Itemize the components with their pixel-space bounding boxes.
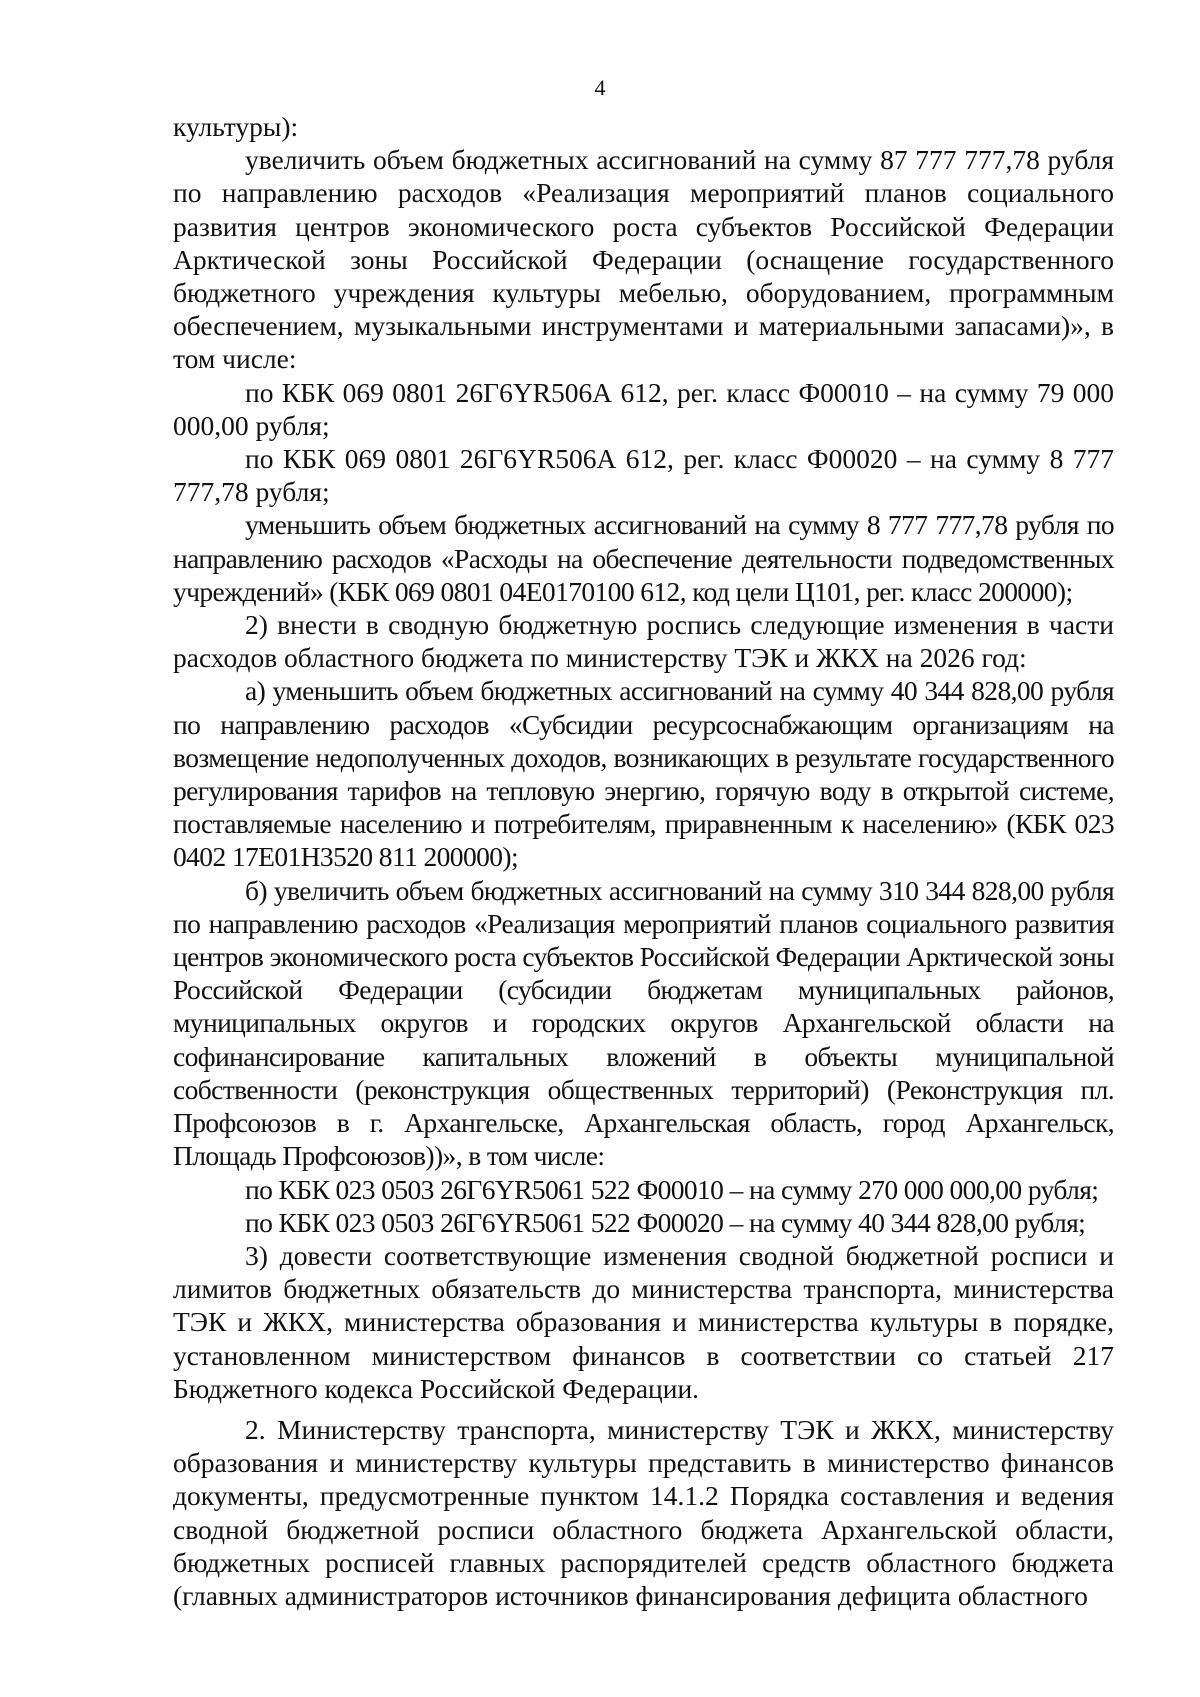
paragraph-section-2: 2. Министерству транспорта, министерству ТЭК и ЖКХ, министерству образования и министерству культуры представить в министерство финансов документы, предусмотренные пунктом 14.1.2 Порядка составления и ведения сводной бюджетной росписи областного бюджета Архангельской области, бюджетных росписей главных распорядителей средств областного бюджета (главных администраторов источников финансирования дефицита областного bbox=[173, 1413, 1114, 1611]
paragraph-decrease-culture: уменьшить объем бюджетных ассигнований на сумму 8 777 777,78 рубля по направлению расходов «Расходы на обеспечение деятельности подведомственных учреждений» (КБК 069 0801 04Е0170100 612, код цели Ц101, рег. класс 200000); bbox=[173, 509, 1114, 607]
paragraph-item-3: 3) довести соответствующие изменения сводной бюджетной росписи и лимитов бюджетных обязательств до министерства транспорта, министерства ТЭК и ЖКХ, министерства образования и министерства культуры в порядке, установленном министерством финансов в соответствии со статьей 217 Бюджетного кодекса Российской Федерации. bbox=[173, 1239, 1114, 1404]
paragraph-kbk-523-f00020: по КБК 023 0503 26Г6YR5061 522 Ф00020 – на сумму 40 344 828,00 рубля; bbox=[245, 1206, 1086, 1238]
paragraph-item-2b: б) увеличить объем бюджетных ассигнований на сумму 310 344 828,00 рубля по направлению расходов «Реализация мероприятий планов социального развития центров экономического роста субъектов Российской Федерации Арктической зоны Российской Федерации (субсидии бюджетам муниципальных районов, муниципальных округов и городских округов Архангельской области на софинансирование капитальных вложений в объекты муниципальной собственности (реконструкция общественных территорий) (Реконструкция пл. Профсоюзов в г. Архангельске, Архангельская область, город Архангельск, Площадь Профсоюзов))», в том числе: bbox=[173, 874, 1114, 1172]
paragraph-item-2a: а) уменьшить объем бюджетных ассигнований на сумму 40 344 828,00 рубля по направлению расходов «Субсидии ресурсоснабжающим организациям на возмещение недополученных доходов, возникающих в результате государственного регулирования тарифов на тепловую энергию, горячую воду в открытой системе, поставляемые населению и потребителям, приравненным к населению» (КБК 023 0402 17Е01Н3520 811 200000); bbox=[173, 675, 1114, 873]
paragraph-increase-culture: увеличить объем бюджетных ассигнований на сумму 87 777 777,78 рубля по направлению расходов «Реализация мероприятий планов социального развития центров экономического роста субъектов Российской Федерации Арктической зоны Российской Федерации (оснащение государственного бюджетного учреждения культуры мебелью, оборудованием, программным обеспечением, музыкальными инструментами и материальными запасами)», в том числе: bbox=[173, 144, 1114, 375]
paragraph-kbk-f00020: по КБК 069 0801 26Г6YR506А 612, рег. класс Ф00020 – на сумму 8 777 777,78 рубля; bbox=[173, 443, 1114, 508]
paragraph-item-2: 2) внести в сводную бюджетную роспись следующие изменения в части расходов областного бюджета по министерству ТЭК и ЖКХ на 2026 год: bbox=[173, 609, 1114, 674]
paragraph-kbk-523-f00010: по КБК 023 0503 26Г6YR5061 522 Ф00010 – на сумму 270 000 000,00 рубля; bbox=[245, 1173, 1099, 1205]
paragraph-kbk-f00010: по КБК 069 0801 26Г6YR506А 612, рег. класс Ф00010 – на сумму 79 000 000,00 рубля; bbox=[173, 376, 1114, 441]
page-number: 4 bbox=[594, 75, 606, 100]
paragraph-continuation: культуры): bbox=[173, 111, 299, 142]
document-body bbox=[173, 110, 1114, 1612]
